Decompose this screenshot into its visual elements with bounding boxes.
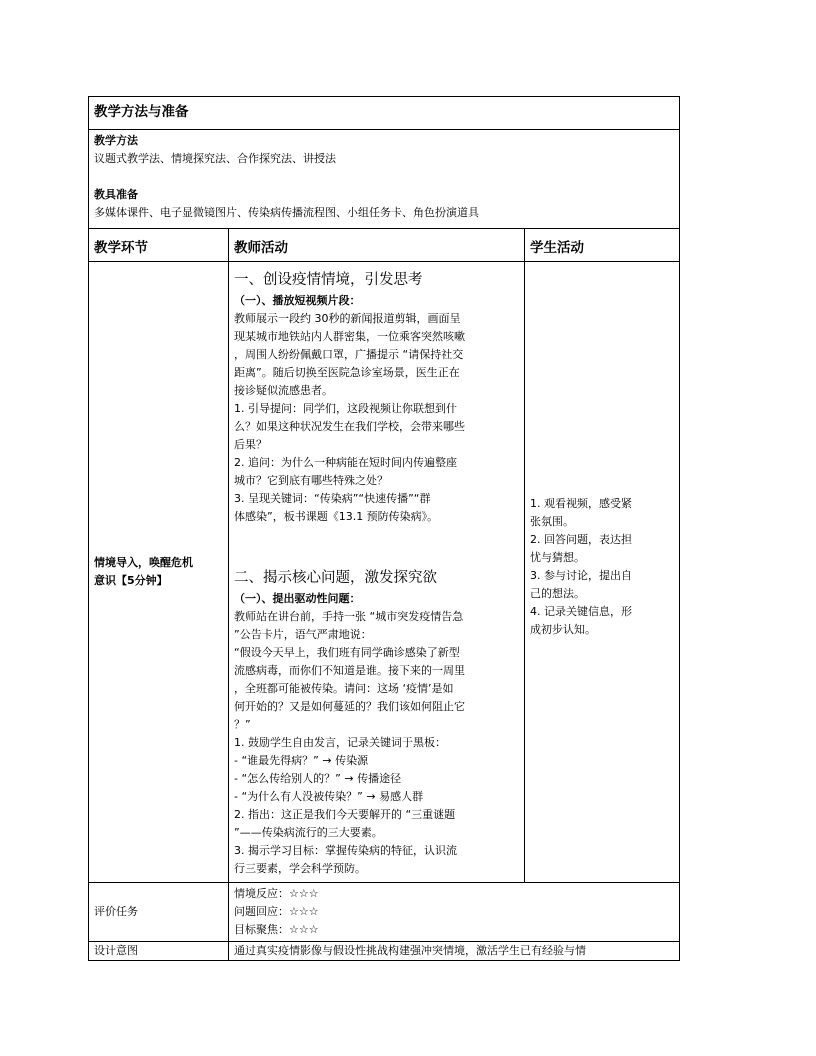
part1-line: 距离”。随后切换至医院急诊室场景，医生正在 <box>234 366 460 379</box>
part2-line: - “谁最先得病？” → 传染源 <box>234 754 369 767</box>
part2-line: ，全班都可能被传染。请问：这场 ‘疫情’是如 <box>234 682 454 695</box>
stage-label-line: 意识【5分钟】 <box>94 574 168 587</box>
student-line: 1. 观看视频，感受紧 <box>530 497 632 510</box>
part2-line: ”公告卡片，语气严肃地说： <box>234 628 372 641</box>
design-label: 设计意图 <box>89 942 229 961</box>
part1-line: 城市？它到底有哪些特殊之处？ <box>234 474 388 487</box>
column-header-teacher: 教师活动 <box>229 229 525 262</box>
part1-title: 一、创设疫情情境，引发思考 <box>234 272 423 288</box>
part2-line: 1. 鼓励学生自由发言，记录关键词于黑板： <box>234 736 446 749</box>
evaluation-item: 情境反应：☆☆☆ <box>234 887 319 900</box>
part2-line: 流感病毒，而你们不知道是谁。接下来的一周里 <box>234 664 465 677</box>
design-text: 通过真实疫情影像与假设性挑战构建强冲突情境，激活学生已有经验与情 <box>229 942 680 961</box>
part2-title: 二、揭示核心问题，激发探究欲 <box>234 570 437 586</box>
part2-line: 3. 揭示学习目标：掌握传染病的特征，认识流 <box>234 844 457 857</box>
part2-line: 2. 指出：这正是我们今天要解开的 “三重谜题 <box>234 808 456 821</box>
student-line: 3. 参与讨论，提出自 <box>530 569 632 582</box>
part1-line: 接诊疑似流感患者。 <box>234 384 333 397</box>
part2-line: 何开始的？又是如何蔓延的？我们该如何阻止它 <box>234 700 465 713</box>
column-header-stage: 教学环节 <box>89 229 229 262</box>
part1-line: 2. 追问：为什么一种病能在短时间内传遍整座 <box>234 456 457 469</box>
part1-line: 1. 引导提问：同学们，这段视频让你联想到什 <box>234 402 457 415</box>
part1-line: 教师展示一段约 30秒的新闻报道剪辑，画面呈 <box>234 312 461 325</box>
part2-line: ”——传染病流行的三大要素。 <box>234 826 383 839</box>
student-line: 2. 回答问题，表达担 <box>530 533 632 546</box>
section-title: 教学方法与准备 <box>89 97 680 130</box>
evaluation-cell <box>229 883 680 942</box>
lesson-plan-table <box>88 96 680 961</box>
part2-line: ？” <box>234 718 251 731</box>
evaluation-item: 目标聚焦：☆☆☆ <box>234 923 319 936</box>
student-line: 忧与猜想。 <box>530 551 585 564</box>
evaluation-item: 问题回应：☆☆☆ <box>234 905 319 918</box>
student-line: 成初步认知。 <box>530 623 596 636</box>
student-activity-cell <box>525 262 680 883</box>
part1-line: 现某城市地铁站内人群密集，一位乘客突然咳嗽 <box>234 330 465 343</box>
tools-text: 多媒体课件、电子显微镜图片、传染病传播流程图、小组任务卡、角色扮演道具 <box>94 206 479 219</box>
methods-header-row <box>89 97 680 130</box>
stage-label-line: 情境导入，唤醒危机 <box>94 556 193 569</box>
part2-line: “假设今天早上，我们班有同学确诊感染了新型 <box>234 646 460 659</box>
table-row <box>89 262 680 883</box>
methods-label: 教学方法 <box>94 134 138 147</box>
part1-line: 体感染”，板书课题《13.1 预防传染病》。 <box>234 510 439 523</box>
student-line: 张氛围。 <box>530 515 574 528</box>
student-line: 己的想法。 <box>530 587 585 600</box>
part1-line: 3. 呈现关键词：“传染病”“快速传播”“群 <box>234 492 431 505</box>
methods-cell <box>89 130 680 229</box>
column-header-row <box>89 229 680 262</box>
methods-row <box>89 130 680 229</box>
part2-line: - “怎么传给别人的？” → 传播途径 <box>234 772 402 785</box>
teacher-activity-cell <box>229 262 525 883</box>
part2-line: - “为什么有人没被传染？” → 易感人群 <box>234 790 424 803</box>
part1-step: （一）、播放短视频片段： <box>234 294 361 307</box>
part2-line: 行三要素，学会科学预防。 <box>234 862 366 875</box>
stage-cell <box>89 262 229 883</box>
methods-text: 议题式教学法、情境探究法、合作探究法、讲授法 <box>94 152 336 165</box>
column-header-student: 学生活动 <box>525 229 680 262</box>
student-line: 4. 记录关键信息，形 <box>530 605 632 618</box>
design-row <box>89 942 680 961</box>
part1-line: ，周围人纷纷佩戴口罩，广播提示 “请保持社交 <box>234 348 464 361</box>
part1-line: 么？如果这种状况发生在我们学校，会带来哪些 <box>234 420 465 433</box>
evaluation-row <box>89 883 680 942</box>
tools-label: 教具准备 <box>94 188 138 201</box>
evaluation-label: 评价任务 <box>89 883 229 942</box>
part1-line: 后果？ <box>234 438 267 451</box>
part2-step: （一）、提出驱动性问题： <box>234 592 361 605</box>
part2-line: 教师站在讲台前，手持一张 “城市突发疫情告急 <box>234 610 464 623</box>
lesson-plan-page <box>88 96 679 961</box>
